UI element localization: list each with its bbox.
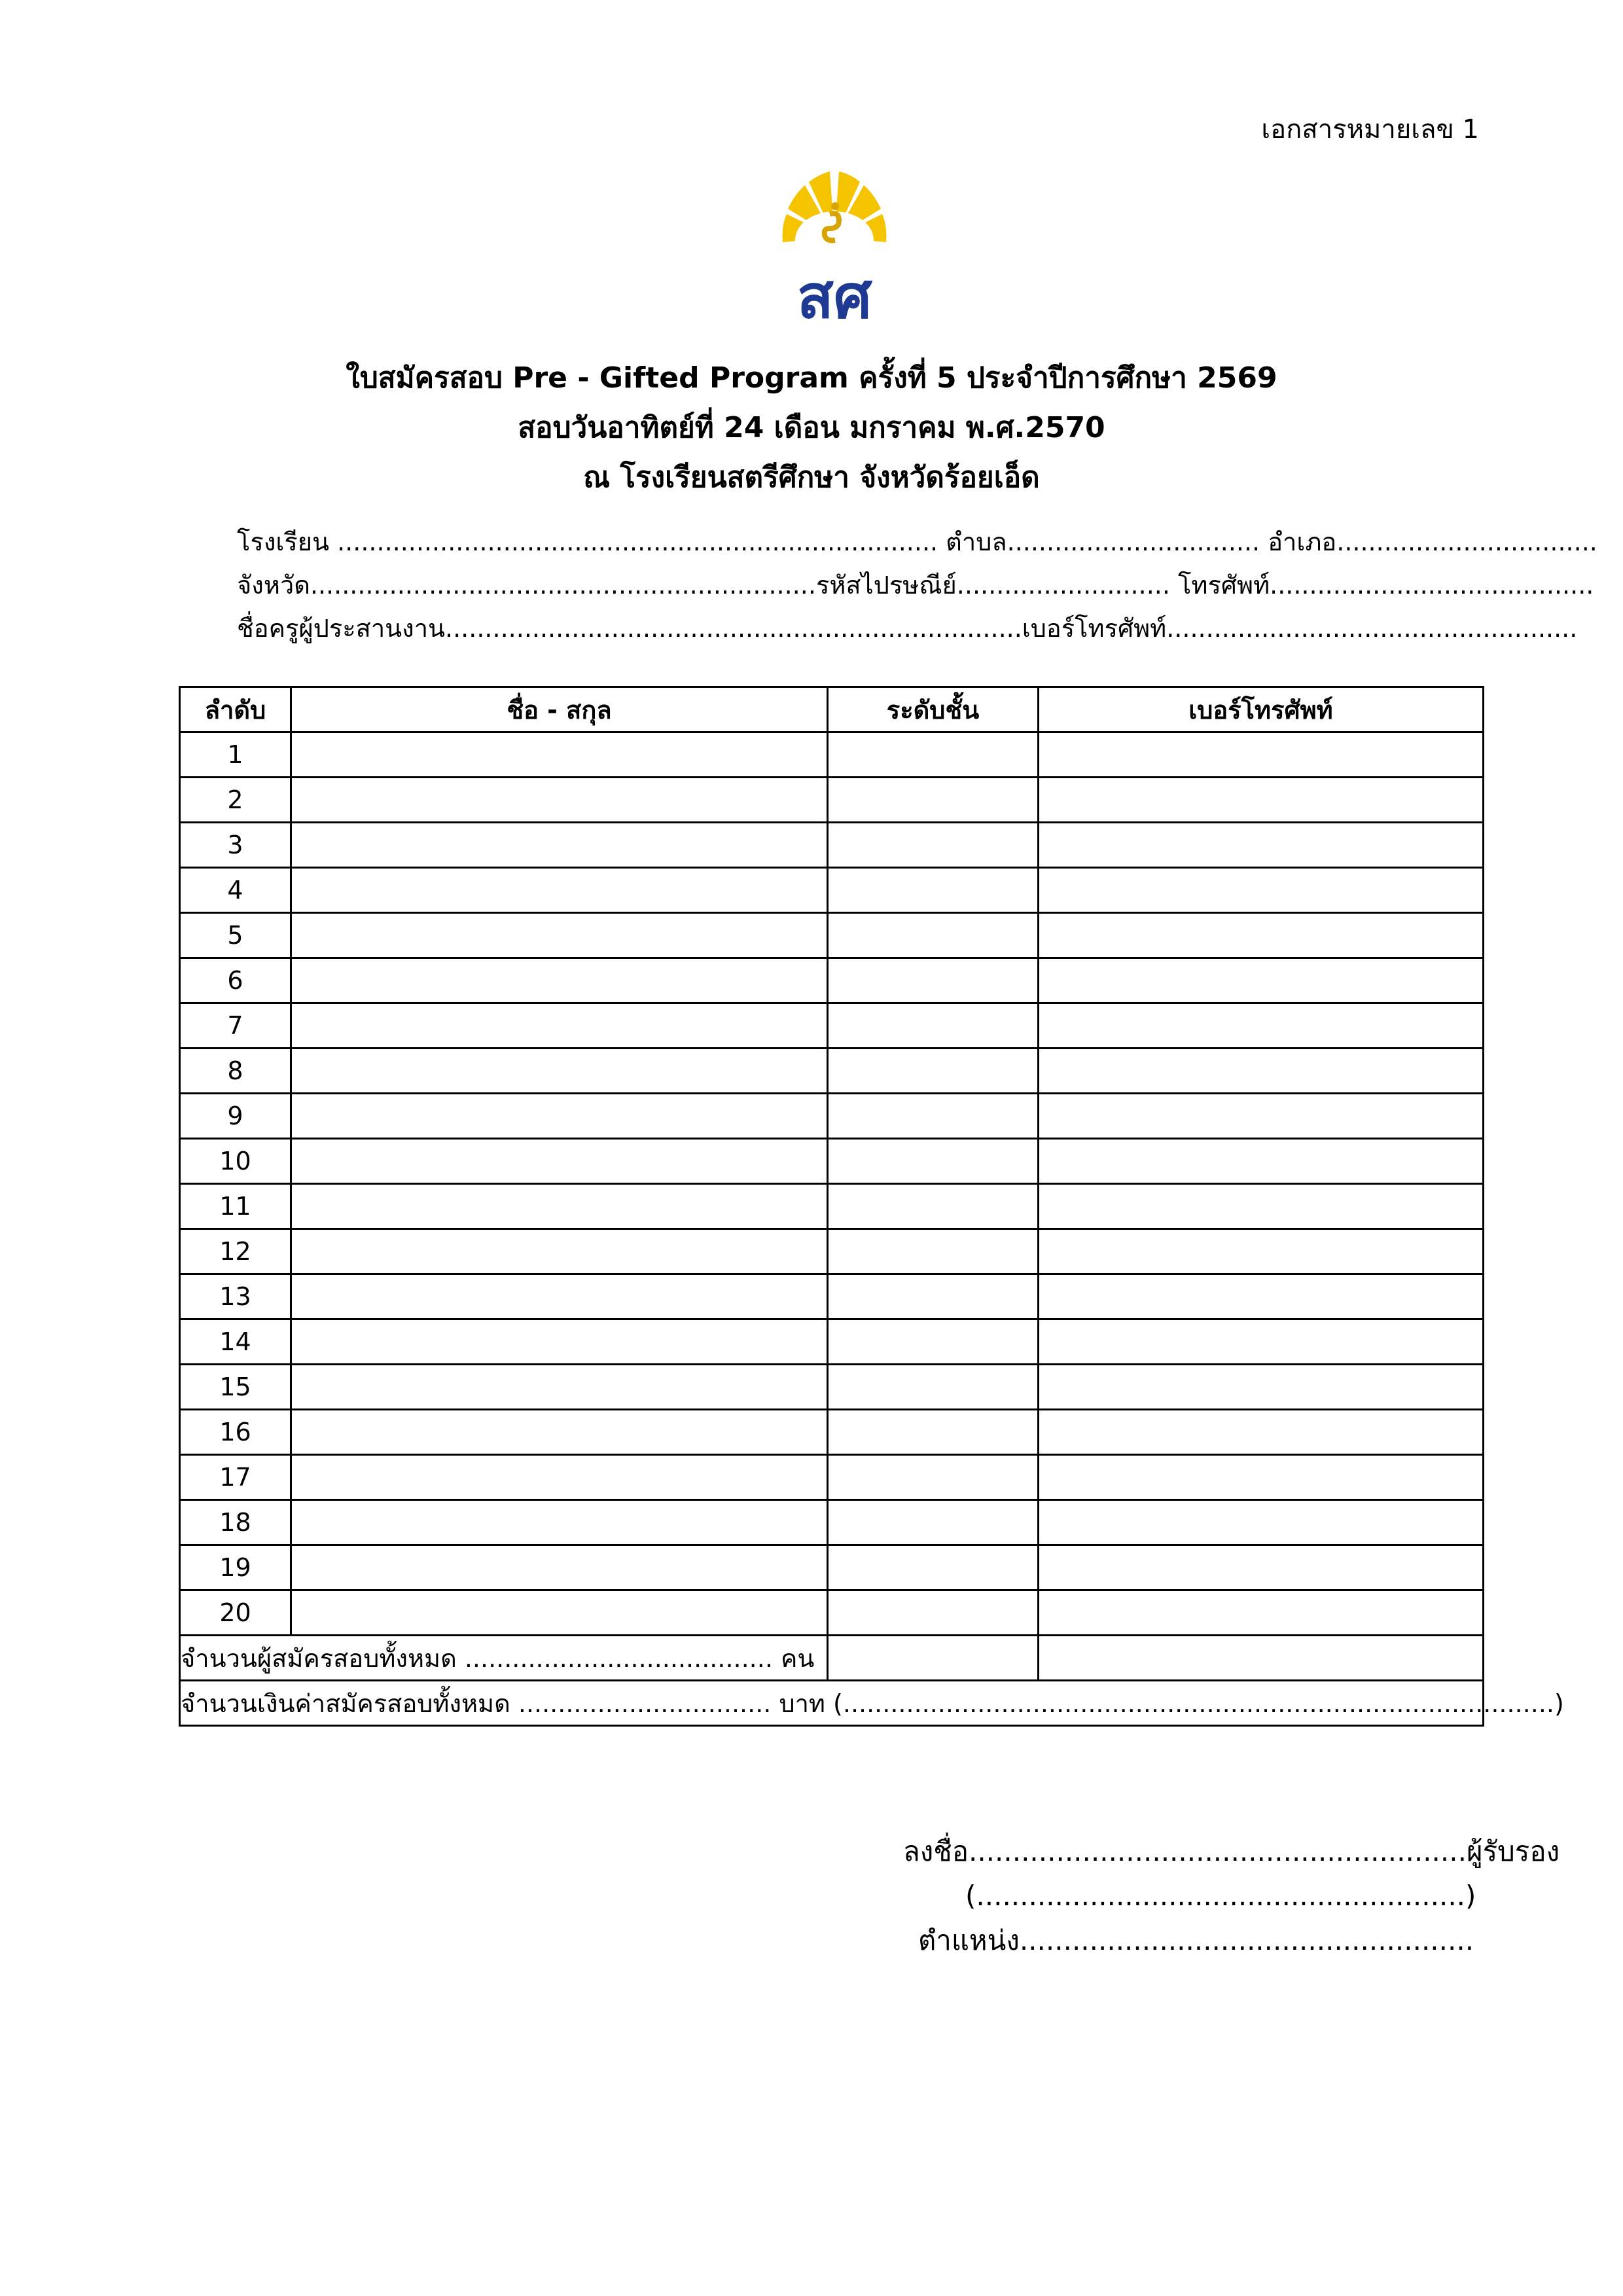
grade-cell[interactable] xyxy=(828,823,1039,868)
name-cell[interactable] xyxy=(291,1455,828,1500)
phone-cell[interactable] xyxy=(1039,732,1484,778)
table-row xyxy=(180,1500,1484,1545)
province-field[interactable]: จังหวัด................................................................รหัสไปรษณีย์........................... โทรศัพท์......................................... xyxy=(237,571,1594,600)
row-number: 15 xyxy=(180,1365,291,1410)
col-header-grade: ระดับชั้น xyxy=(828,687,1039,732)
venue-line: ณ โรงเรียนสตรีศึกษา จังหวัดร้อยเอ็ด xyxy=(583,461,1040,494)
phone-cell[interactable] xyxy=(1039,778,1484,823)
row-number: 3 xyxy=(180,823,291,868)
grade-cell[interactable] xyxy=(828,1003,1039,1049)
table-row xyxy=(180,1590,1484,1636)
name-cell[interactable] xyxy=(291,778,828,823)
row-number: 19 xyxy=(180,1545,291,1590)
phone-cell[interactable] xyxy=(1039,1094,1484,1139)
col-header-name: ชื่อ - สกุล xyxy=(291,687,828,732)
total-applicants-cell[interactable] xyxy=(828,1636,1039,1681)
phone-cell[interactable] xyxy=(1039,1500,1484,1545)
table-row xyxy=(180,1094,1484,1139)
table-header-row xyxy=(180,687,1484,732)
grade-cell[interactable] xyxy=(828,1590,1039,1636)
col-header-phone: เบอร์โทรศัพท์ xyxy=(1039,687,1484,732)
row-number: 4 xyxy=(180,868,291,913)
grade-cell[interactable] xyxy=(828,1094,1039,1139)
name-cell[interactable] xyxy=(291,1365,828,1410)
grade-cell[interactable] xyxy=(828,1500,1039,1545)
form-title xyxy=(0,353,1623,503)
table-row xyxy=(180,1455,1484,1500)
total-applicants-cell[interactable] xyxy=(1039,1636,1484,1681)
name-cell[interactable] xyxy=(291,1319,828,1365)
row-number: 17 xyxy=(180,1455,291,1500)
total-fee-label[interactable]: จำนวนเงินค่าสมัครสอบทั้งหมด ................................ บาท (..........................................................................................) xyxy=(180,1681,1484,1726)
phone-cell[interactable] xyxy=(1039,1003,1484,1049)
name-cell[interactable] xyxy=(291,1274,828,1319)
grade-cell[interactable] xyxy=(828,868,1039,913)
school-emblem-icon xyxy=(779,160,890,332)
phone-cell[interactable] xyxy=(1039,868,1484,913)
name-cell[interactable] xyxy=(291,1229,828,1274)
phone-cell[interactable] xyxy=(1039,1184,1484,1229)
name-cell[interactable] xyxy=(291,1410,828,1455)
name-cell[interactable] xyxy=(291,1545,828,1590)
name-cell[interactable] xyxy=(291,913,828,958)
phone-cell[interactable] xyxy=(1039,1590,1484,1636)
total-applicants-row xyxy=(180,1636,1484,1681)
table-row xyxy=(180,1319,1484,1365)
signer-position-line[interactable]: ตำแหน่ง.................................................... xyxy=(918,1924,1474,1956)
phone-cell[interactable] xyxy=(1039,823,1484,868)
table-row xyxy=(180,732,1484,778)
coordinator-line xyxy=(237,607,1578,650)
phone-cell[interactable] xyxy=(1039,1365,1484,1410)
document-number: เอกสารหมายเลข 1 xyxy=(1261,115,1479,145)
name-cell[interactable] xyxy=(291,1590,828,1636)
grade-cell[interactable] xyxy=(828,1184,1039,1229)
table-row xyxy=(180,1184,1484,1229)
grade-cell[interactable] xyxy=(828,1410,1039,1455)
signer-name-line[interactable]: (........................................................) xyxy=(965,1880,1476,1912)
phone-cell[interactable] xyxy=(1039,1545,1484,1590)
name-cell[interactable] xyxy=(291,1139,828,1184)
name-cell[interactable] xyxy=(291,823,828,868)
phone-cell[interactable] xyxy=(1039,1139,1484,1184)
total-fee-row xyxy=(180,1681,1484,1726)
grade-cell[interactable] xyxy=(828,778,1039,823)
row-number: 5 xyxy=(180,913,291,958)
row-number: 10 xyxy=(180,1139,291,1184)
grade-cell[interactable] xyxy=(828,958,1039,1003)
table-row xyxy=(180,1049,1484,1094)
row-number: 16 xyxy=(180,1410,291,1455)
grade-cell[interactable] xyxy=(828,913,1039,958)
row-number: 6 xyxy=(180,958,291,1003)
row-number: 12 xyxy=(180,1229,291,1274)
table-row xyxy=(180,958,1484,1003)
table-row xyxy=(180,868,1484,913)
table-row xyxy=(180,1365,1484,1410)
grade-cell[interactable] xyxy=(828,1319,1039,1365)
total-applicants-label[interactable]: จำนวนผู้สมัครสอบทั้งหมด ....................................... คน xyxy=(180,1636,828,1681)
province-line xyxy=(237,564,1594,607)
school-field[interactable]: โรงเรียน ............................................................................ ตำบล................................ อำเภอ................................. xyxy=(237,528,1597,556)
name-cell[interactable] xyxy=(291,868,828,913)
applicant-table xyxy=(179,686,1564,1727)
phone-cell[interactable] xyxy=(1039,1274,1484,1319)
row-number: 14 xyxy=(180,1319,291,1365)
school-info xyxy=(237,520,1597,650)
sign-line[interactable]: ลงชื่อ.........................................................ผู้รับรอง xyxy=(903,1835,1560,1867)
row-number: 11 xyxy=(180,1184,291,1229)
table-row xyxy=(180,1545,1484,1590)
table-row xyxy=(180,913,1484,958)
grade-cell[interactable] xyxy=(828,1274,1039,1319)
row-number: 2 xyxy=(180,778,291,823)
phone-cell[interactable] xyxy=(1039,913,1484,958)
grade-cell[interactable] xyxy=(828,1139,1039,1184)
title-line: ใบสมัครสอบ Pre - Gifted Program ครั้งที่ 5 ประจำปีการศึกษา 2569 xyxy=(346,361,1277,395)
table-row xyxy=(180,1229,1484,1274)
logo-text: สศ xyxy=(796,262,872,332)
phone-cell[interactable] xyxy=(1039,958,1484,1003)
row-number: 8 xyxy=(180,1049,291,1094)
name-cell[interactable] xyxy=(291,1049,828,1094)
signature-block xyxy=(903,1829,1560,1963)
col-header-number: ลำดับ xyxy=(180,687,291,732)
coordinator-field[interactable]: ชื่อครูผู้ประสานงาน.........................................................................เบอร์โทรศัพท์.................................................... xyxy=(237,614,1578,643)
name-cell[interactable] xyxy=(291,1500,828,1545)
row-number: 9 xyxy=(180,1094,291,1139)
table-row xyxy=(180,778,1484,823)
table-row xyxy=(180,1139,1484,1184)
name-cell[interactable] xyxy=(291,732,828,778)
name-cell[interactable] xyxy=(291,1094,828,1139)
name-cell[interactable] xyxy=(291,1003,828,1049)
table-row xyxy=(180,823,1484,868)
school-line xyxy=(237,520,1597,564)
row-number: 1 xyxy=(180,732,291,778)
phone-cell[interactable] xyxy=(1039,1410,1484,1455)
phone-cell[interactable] xyxy=(1039,1049,1484,1094)
name-cell[interactable] xyxy=(291,1184,828,1229)
phone-cell[interactable] xyxy=(1039,1319,1484,1365)
name-cell[interactable] xyxy=(291,958,828,1003)
grade-cell[interactable] xyxy=(828,1229,1039,1274)
table-row xyxy=(180,1410,1484,1455)
phone-cell[interactable] xyxy=(1039,1229,1484,1274)
grade-cell[interactable] xyxy=(828,732,1039,778)
phone-cell[interactable] xyxy=(1039,1455,1484,1500)
row-number: 7 xyxy=(180,1003,291,1049)
grade-cell[interactable] xyxy=(828,1545,1039,1590)
table-row xyxy=(180,1003,1484,1049)
exam-date-line: สอบวันอาทิตย์ที่ 24 เดือน มกราคม พ.ศ.2570 xyxy=(518,411,1105,444)
table-row xyxy=(180,1274,1484,1319)
grade-cell[interactable] xyxy=(828,1365,1039,1410)
grade-cell[interactable] xyxy=(828,1455,1039,1500)
row-number: 13 xyxy=(180,1274,291,1319)
row-number: 20 xyxy=(180,1590,291,1636)
grade-cell[interactable] xyxy=(828,1049,1039,1094)
row-number: 18 xyxy=(180,1500,291,1545)
